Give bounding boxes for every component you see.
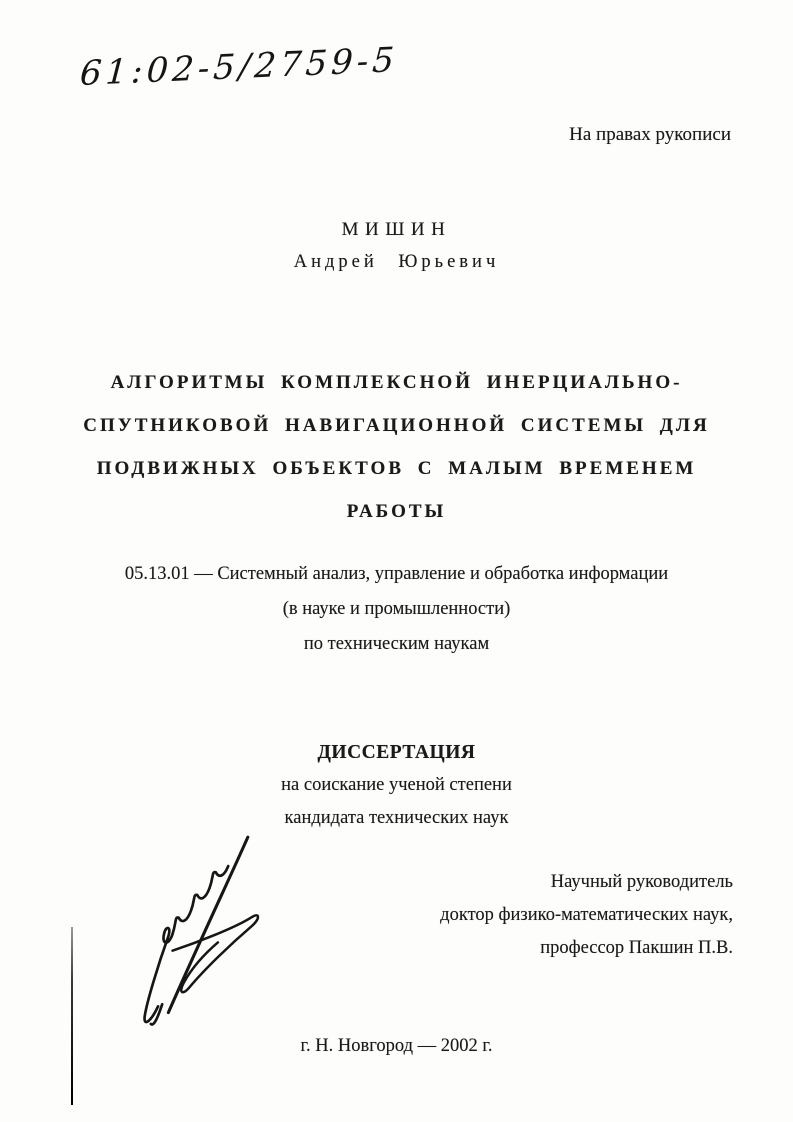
specialty-code-line: 05.13.01 — Системный анализ, управление и обработка информации (124, 564, 669, 584)
dissertation-title (0, 361, 793, 533)
thesis-block (0, 736, 793, 835)
handwritten-catalog-code: 61:02-5/2759-5 (78, 40, 400, 95)
author-block (0, 219, 793, 273)
supervisor-role-line: Научный руководитель (550, 872, 733, 892)
title-line: СПУТНИКОВОЙ НАВИГАЦИОННОЙ СИСТЕМЫ ДЛЯ (83, 415, 710, 436)
title-line: РАБОТЫ (346, 501, 447, 522)
thesis-purpose-line: на соискание ученой степени (281, 775, 512, 795)
thesis-type-label: ДИССЕРТАЦИЯ (317, 742, 476, 763)
specialty-branch-line: по техническим наукам (303, 634, 490, 654)
supervisor-block (440, 866, 733, 965)
specialty-scope-line: (в науке и промышленности) (282, 599, 511, 619)
supervisor-name-line: профессор Пакшин П.В. (540, 938, 733, 958)
scan-edge-line-icon (71, 927, 73, 1105)
thesis-degree-line: кандидата технических наук (284, 808, 509, 828)
author-surname: МИШИН (341, 219, 452, 240)
supervisor-degree-line: доктор физико-математических наук, (440, 905, 733, 925)
manuscript-note: На правах рукописи (569, 124, 731, 145)
title-line: ПОДВИЖНЫХ ОБЪЕКТОВ С МАЛЫМ ВРЕМЕНЕМ (96, 458, 697, 479)
title-line: АЛГОРИТМЫ КОМПЛЕКСНОЙ ИНЕРЦИАЛЬНО- (110, 372, 683, 393)
specialty-block (0, 557, 793, 662)
city-year-line: г. Н. Новгород — 2002 г. (300, 1036, 493, 1056)
handwritten-signature-icon (116, 831, 262, 1027)
author-given-names: Андрей Юрьевич (293, 252, 500, 272)
